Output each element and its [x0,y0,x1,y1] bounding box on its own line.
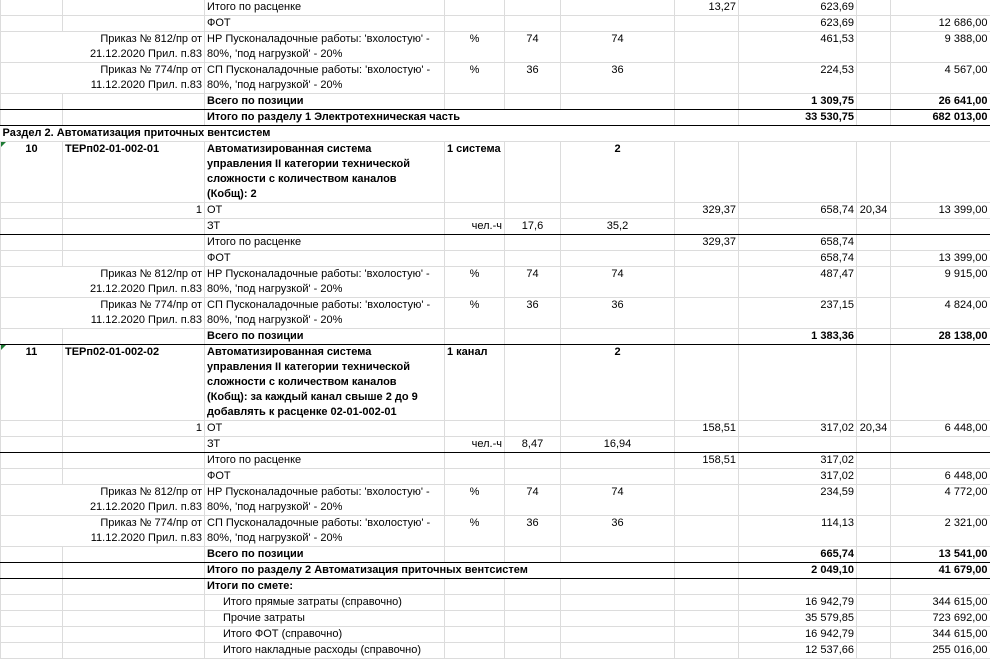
work-name[interactable]: Автоматизированная система управления II категории технической сложности с количеством каналов (Кобщ): 2 [205,142,445,203]
current-cost-cell[interactable]: 13 541,00 [891,547,990,563]
total-cell[interactable]: 35 579,85 [739,611,857,627]
comment-marker-icon [1,142,6,147]
current-cost-cell[interactable]: 41 679,00 [891,563,990,579]
table-row [1,235,990,251]
label-cell[interactable]: Итого накладные расходы (справочно) [205,643,445,659]
current-cost-cell[interactable]: 344 615,00 [891,595,990,611]
qty-cell[interactable]: 17,6 [505,219,561,235]
total-cell[interactable]: 658,74 [739,235,857,251]
table-row [1,547,990,563]
label-cell[interactable]: ФОТ [205,16,445,32]
order-cell[interactable]: Приказ № 774/пр от 11.12.2020 Прил. п.83 [1,63,205,94]
total-qty-cell[interactable]: 35,2 [561,219,675,235]
section-header-row [1,126,990,142]
current-cost-cell[interactable]: 9 915,00 [891,267,990,298]
table-row [1,627,990,643]
table-row [1,611,990,627]
total-cell[interactable]: 16 942,79 [739,627,857,643]
current-cost-cell[interactable]: 682 013,00 [891,110,990,126]
total-cell[interactable]: 623,69 [739,0,857,16]
table-row [1,329,990,345]
total-cell[interactable]: 114,13 [739,516,857,547]
total-cell[interactable]: 1 383,36 [739,329,857,345]
label-cell[interactable]: Итого по расценке [205,0,445,16]
qty-cell[interactable]: 36 [505,63,561,94]
table-row [1,267,990,298]
table-row [1,563,990,579]
total-cell[interactable]: 234,59 [739,485,857,516]
label-cell[interactable]: Итого по разделу 1 Электротехническая часть [205,110,675,126]
rate-code[interactable]: ТЕРп02-01-002-02 [63,345,205,421]
desc-cell[interactable]: СП Пусконаладочные работы: 'вхолостую' - 80%, 'под нагрузкой' - 20% [205,298,445,329]
desc-cell[interactable]: СП Пусконаладочные работы: 'вхолостую' - 80%, 'под нагрузкой' - 20% [205,63,445,94]
unit-cell[interactable]: чел.-ч [445,437,505,453]
coef-cell[interactable]: 36 [561,298,675,329]
total-cell[interactable]: 317,02 [739,421,857,437]
unit-cell[interactable]: % [445,267,505,298]
order-cell[interactable]: Приказ № 812/пр от 21.12.2020 Прил. п.83 [1,32,205,63]
unit-cell[interactable]: % [445,516,505,547]
table-row [1,203,990,219]
total-cell[interactable]: 1 309,75 [739,94,857,110]
label-cell[interactable]: Итого прямые затраты (справочно) [205,595,445,611]
label-cell[interactable]: Всего по позиции [205,94,445,110]
work-name[interactable]: Автоматизированная система управления II категории технической сложности с количеством каналов (Кобщ): за каждый канал свыше 2 до 9 добавлять к расценке 02-01-002-01 [205,345,445,421]
table-row [1,32,990,63]
table-row [1,298,990,329]
label-cell[interactable]: ЗТ [205,437,445,453]
current-cost-cell[interactable]: 12 686,00 [891,16,990,32]
current-cost-cell[interactable]: 9 388,00 [891,32,990,63]
total-cell[interactable]: 317,02 [739,453,857,469]
current-cost-cell[interactable]: 6 448,00 [891,469,990,485]
desc-cell[interactable]: НР Пусконаладочные работы: 'вхолостую' - 80%, 'под нагрузкой' - 20% [205,485,445,516]
table-row [1,219,990,235]
unit-cell[interactable]: % [445,32,505,63]
qty-cell[interactable]: 74 [505,32,561,63]
current-cost-cell[interactable]: 6 448,00 [891,421,990,437]
order-cell[interactable]: Приказ № 774/пр от 11.12.2020 Прил. п.83 [1,298,205,329]
current-cost-cell[interactable]: 255 016,00 [891,643,990,659]
total-cell[interactable]: 317,02 [739,469,857,485]
current-cost-cell[interactable]: 344 615,00 [891,627,990,643]
table-row [1,643,990,659]
current-cost-cell[interactable]: 4 772,00 [891,485,990,516]
index-coef-cell[interactable]: 20,34 [857,421,891,437]
total-cell[interactable]: 2 049,10 [739,563,857,579]
table-row [1,579,990,595]
qty-cell[interactable]: 74 [505,485,561,516]
coef-cell[interactable]: 74 [561,267,675,298]
coef-cell[interactable]: 36 [561,63,675,94]
total-cell[interactable]: 461,53 [739,32,857,63]
qty-cell[interactable]: 8,47 [505,437,561,453]
table-row [1,437,990,453]
table-row [1,110,990,126]
table-row [1,469,990,485]
qty-cell[interactable]: 2 [561,345,675,421]
total-cell[interactable]: 658,74 [739,251,857,267]
total-cell[interactable]: 12 537,66 [739,643,857,659]
total-cell[interactable]: 224,53 [739,63,857,94]
table-row [1,0,990,16]
totals-title[interactable]: Итоги по смете: [205,579,445,595]
table-row [1,516,990,547]
label-cell[interactable]: Всего по позиции [205,547,445,563]
total-cell[interactable]: 33 530,75 [739,110,857,126]
base-cost-cell[interactable]: 329,37 [675,203,739,219]
rate-code[interactable]: ТЕРп02-01-002-01 [63,142,205,203]
index-cell[interactable]: 1 [63,203,205,219]
order-cell[interactable]: Приказ № 812/пр от 21.12.2020 Прил. п.83 [1,267,205,298]
desc-cell[interactable]: СП Пусконаладочные работы: 'вхолостую' - 80%, 'под нагрузкой' - 20% [205,516,445,547]
table-row [1,251,990,267]
unit-cell[interactable]: % [445,485,505,516]
table-row [1,345,990,421]
unit-cell[interactable]: 1 канал [445,345,505,421]
current-cost-cell[interactable]: 2 321,00 [891,516,990,547]
current-cost-cell[interactable]: 723 692,00 [891,611,990,627]
base-cost-cell[interactable]: 13,27 [675,0,739,16]
coef-cell[interactable]: 74 [561,485,675,516]
label-cell[interactable]: ОТ [205,421,445,437]
order-cell[interactable]: Приказ № 812/пр от 21.12.2020 Прил. п.83 [1,485,205,516]
label-cell[interactable]: ЗТ [205,219,445,235]
table-row [1,485,990,516]
total-cell[interactable]: 16 942,79 [739,595,857,611]
label-cell[interactable]: Прочие затраты [205,611,445,627]
qty-cell[interactable]: 2 [561,142,675,203]
order-cell[interactable]: Приказ № 774/пр от 11.12.2020 Прил. п.83 [1,516,205,547]
total-qty-cell[interactable]: 16,94 [561,437,675,453]
comment-marker-icon [1,345,6,350]
qty-cell[interactable]: 74 [505,267,561,298]
label-cell[interactable]: Итого по расценке [205,235,445,251]
index-coef-cell[interactable]: 20,34 [857,203,891,219]
table-row [1,63,990,94]
table-row [1,421,990,437]
total-cell[interactable]: 658,74 [739,203,857,219]
unit-cell[interactable]: чел.-ч [445,219,505,235]
label-cell[interactable]: ФОТ [205,251,445,267]
index-cell[interactable]: 1 [63,421,205,437]
current-cost-cell[interactable]: 4 824,00 [891,298,990,329]
section-title[interactable]: Раздел 2. Автоматизация приточных вентсистем [1,126,990,142]
coef-cell[interactable]: 74 [561,32,675,63]
unit-cell[interactable]: % [445,63,505,94]
qty-cell[interactable]: 36 [505,298,561,329]
label-cell[interactable]: ОТ [205,203,445,219]
total-cell[interactable]: 665,74 [739,547,857,563]
table-row [1,142,990,203]
position-number[interactable]: 11 [1,345,63,421]
base-cost-cell[interactable]: 329,37 [675,235,739,251]
label-cell[interactable]: Всего по позиции [205,329,445,345]
desc-cell[interactable]: НР Пусконаладочные работы: 'вхолостую' - 80%, 'под нагрузкой' - 20% [205,267,445,298]
total-cell[interactable]: 237,15 [739,298,857,329]
total-cell[interactable]: 487,47 [739,267,857,298]
table-row [1,94,990,110]
position-number[interactable]: 10 [1,142,63,203]
coef-cell[interactable]: 36 [561,516,675,547]
qty-cell[interactable]: 36 [505,516,561,547]
table-row [1,595,990,611]
current-cost-cell[interactable]: 13 399,00 [891,251,990,267]
label-cell[interactable]: Итого по расценке [205,453,445,469]
current-cost-cell[interactable]: 26 641,00 [891,94,990,110]
current-cost-cell[interactable]: 4 567,00 [891,63,990,94]
total-cell[interactable]: 623,69 [739,16,857,32]
label-cell[interactable]: Итого по разделу 2 Автоматизация приточных вентсистем [205,563,675,579]
unit-cell[interactable]: % [445,298,505,329]
unit-cell[interactable]: 1 система [445,142,505,203]
label-cell[interactable]: Итого ФОТ (справочно) [205,627,445,643]
base-cost-cell[interactable]: 158,51 [675,453,739,469]
current-cost-cell[interactable]: 28 138,00 [891,329,990,345]
label-cell[interactable]: ФОТ [205,469,445,485]
base-cost-cell[interactable]: 158,51 [675,421,739,437]
table-row [1,453,990,469]
current-cost-cell[interactable]: 13 399,00 [891,203,990,219]
desc-cell[interactable]: НР Пусконаладочные работы: 'вхолостую' - 80%, 'под нагрузкой' - 20% [205,32,445,63]
table-row [1,16,990,32]
